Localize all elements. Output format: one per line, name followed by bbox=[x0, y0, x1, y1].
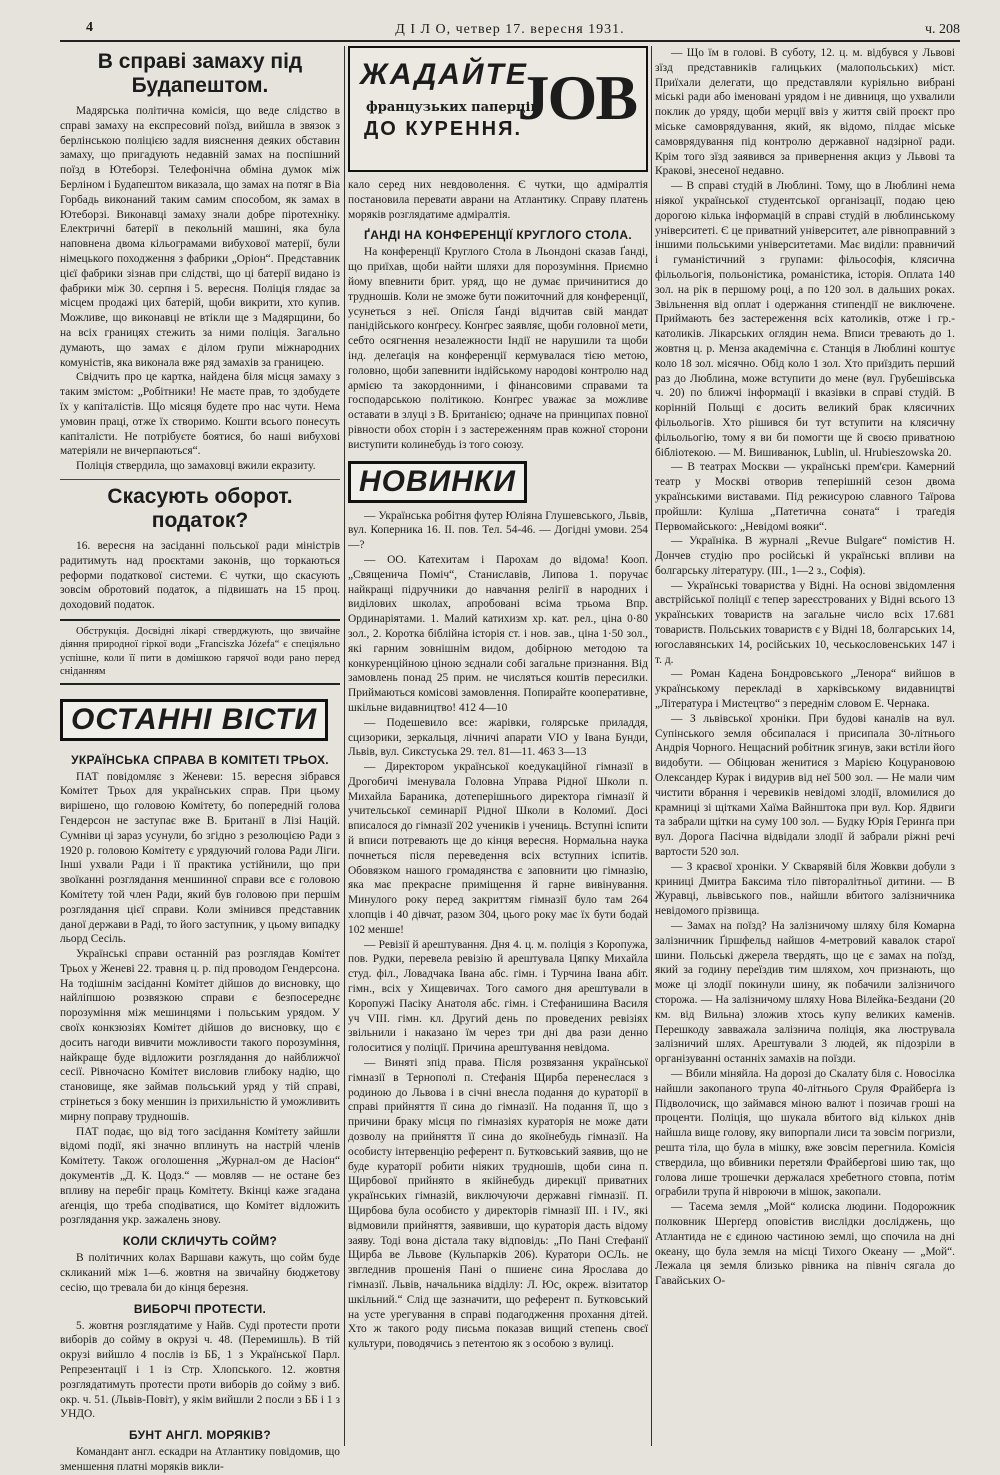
news-item: — Українська робітня футер Юліяна Глушевського, Львів, вул. Коперника 16. II. пов. Тел. 54-46. — Догідні умови. 254—? bbox=[348, 509, 648, 552]
article-text: Поліція ствердила, що замаховці вжили екразиту. bbox=[76, 460, 316, 473]
column-divider bbox=[344, 46, 345, 1446]
news-item: — З львівської хроніки. При будові каналів на вул. Супінського земля обсипалася і присипала 30-літнього Андрія Чорного. Нещасний робітник згинув, заки встіли його видобути. — Обіцюван женитися з Марією Коцурановою Олександер Курак і видурив від неї 500 зол. — Не мали чим чистити вбрання і черевиків невідомі злодії, вломилися до крамниці зі щітками Хаїма Вайнштока при вул. Кор. Ядвиги та забрали щітки на суму 100 зол. — Будку Юрія Геринґа при вул. Дорога Пасічна відвідали злодії й забрали ріжні речі вартости 520 зол. bbox=[655, 712, 955, 859]
news-item: — З краєвої хроніки. У Скварявій біля Жовкви добули з криниці Дмитра Баксима тіло півторалітньої дитини. — В Журавці, львівського пов., найшли вбитого залізничника невідомого прізвища. bbox=[655, 860, 955, 918]
news-item: — Директором української коедукаційної гімназії в Дрогобичі іменувала Головна Управа Рідної Школи п. Михайла Бараника, дотеперішнього директора гімназії й учительської семинарії Рідної Школи в Коломиї. Досі вписалося до гімназії 202 учеників і учениць. Вступні іспити й вписи потревають ще до кінця вересня. Нормальна наука почнеться після переведення всіх вступних іспитів. Обовязком нашого громадянства є заповнити цю гімназію, яка має прекрасне приміщення й гарне вивінування. Минулого року перед закриттям гімназії було там 264 хлопців і 40 дівчат, разом 304, цього року має їх бути бодай 102 менше! bbox=[348, 761, 648, 936]
news-item: — Вбили міняйла. На дорозі до Скалату біля с. Новосілка найшли закопаного трупа 40-літнього Сруля Фрайберґа із Підволочиск, що займався міною валют і позичав гроші на проценти. Поліція, що шукала вбитого від кількох днів найшла вище голову, яку випорпали лиси та зовсім погризли, решта тіла, що була в мішку, вже зовсім перегнила. Комісія ствердила, що вбивники перетяли Фрайберґові шию так, що голова лише трошечки держалася хребетного стовпа, потім ограбили трупа й нівроючи в мішок, закопали. bbox=[655, 1067, 955, 1199]
ad-subline: ДО КУРЕННЯ. bbox=[364, 118, 523, 140]
article-text: Свідчить про це картка, найдена біля місця замаху з таким змістом: „Робітники! Не маєте прав, то здобудете їх у капіталістів. Що місяця будете про нас чути. Нема умовин праці, отже їх створимо. Кошти всього понесуть капіталісти. Не потрібуєте боятися, бо наші вибухові матеріяли не вичерпаються“. bbox=[60, 371, 340, 458]
page-number: 4 bbox=[86, 20, 93, 35]
news-item: — Тасема земля „Мой“ колиска людини. Подорожник полковник Шерґерд оповістив вислідки досліджень, що Атлантида не є єдиною частиною землі, що спочила на дні океану, що була земля на місці Тихого Океану — „Мой“. Лежала ця земля близько рівника на північ сягала до Гавайських О- bbox=[655, 1201, 955, 1288]
article-text: В політичних колах Варшави кажуть, що сойм буде скликаний між 1—6. жовтня на звичайну бюджетову сесію, що тревала би до кінця березня. bbox=[60, 1252, 340, 1294]
ad-headline: ЖАДАЙТЕ bbox=[360, 58, 528, 91]
article-text: кало серед них невдоволення. Є чутки, що адміралтія постановила перевати аврани на Атлантику. Справу платень моряків розглядатиме адміралтія. bbox=[348, 179, 648, 221]
job-advertisement bbox=[348, 46, 648, 172]
advertisement-box bbox=[60, 619, 340, 685]
news-item: — Роман Кадена Бондровського „Ленора“ вийшов в українському перекладі в харківському видавництві „Література і Мистецтво“ з переднім словом Е. Чернака. bbox=[655, 668, 955, 711]
news-item: — Виняті зпід права. Після розвязання української гімназії в Тернополі п. Стефанія Щирба перенеслася з родиною до Львова і в січні внесла подання до кураторії в справі прийняття її сина до гімназії. На подання її, що з причини браку місця по гімназіях кураторія не може дати дозволу на прийняття її сина до якоїнебудь гімназії. На особисту інтервенцію референт п. Бутковський заявив, що не буде кураторії робити ніяких трудношів, щоби сина п. Щирбової прийнято в якійнебудь дирекції приватних українських гімназій, виключуючи державні гімназії. П. Щирбова була особисто у директорів гімназії III. і IV., які відмовили прийняття, заявивши, що кураторія дасть відому заяву. Тоді вона дістала таку відповідь: „По Пані Стефанії Щирба ве Львове (Кульпарків 206). Куратори ОСЛь. не звгледнив прошенія Пані о пшиенє сина Ярослава до гімназії. Львів, начальника відділу: Л. Юс, окреж. візитатор шкільний.“ Слід ще зазначити, що референт п. Бутковський на усте урегування в справі подагодження прохання дітей. Хто ж такого роду письма показав вищий степень своєї культури, поводячись з петентою як з особою з вулиці. bbox=[348, 1057, 648, 1351]
headline: В справі замаху під Будапештом. bbox=[97, 50, 303, 97]
masthead: Д І Л О, четвер 17. вересня 1931. bbox=[395, 22, 625, 37]
job-logo: JOB bbox=[517, 62, 636, 133]
column-divider bbox=[651, 46, 652, 1446]
separator bbox=[60, 479, 340, 480]
subheadline: КОЛИ СКЛИЧУТЬ СОЙМ? bbox=[122, 1234, 278, 1249]
subheadline: ВИБОРЧІ ПРОТЕСТИ. bbox=[133, 1301, 267, 1316]
news-item: — В театрах Москви — українські прем'єри. Камерний театр у Москві отворив теперішній сезон двома українськими виставами. Під режисурою славного Таїрова пройшли: Куліша „Патетична соната“ і траґедія Первомайського: „Невідомі вояки“. bbox=[655, 461, 955, 533]
subheadline: БУНТ АНГЛ. МОРЯКІВ? bbox=[128, 1428, 272, 1443]
subheadline: УКРАЇНСЬКА СПРАВА В КОМІТЕТІ ТРЬОХ. bbox=[71, 752, 329, 767]
headline: Скасують оборот. податок? bbox=[107, 484, 293, 532]
news-item: — Україніка. В журналі „Revue Bulgare“ помістив Н. Дончев студію про російські й українські впливи на болгарську літературу. (III., 1—2 з., Софія). bbox=[655, 535, 955, 577]
article-text: 5. жовтня розглядатиме у Найв. Суді протести проти виборів до сойму в окрузі ч. 48. (Перемишль). В тій окрузі вийшло 4 послів із ББ, 1 з Української Парл. Репрезентації і 1 із Стр. Хлопського. 12. жовтня розглядатимуть протести проти виборів до сойму з виб. окр. ч. 51. (Львів-Повіт), у якім вийшли 2 посли з ББ і 1 з УНДО. bbox=[60, 1319, 340, 1421]
news-item: — Українські товариства у Відні. На основі звідомлення австрійської поліції є тепер зареєстрованих у Відні всього 13 українських товариств на загальне число всіх 17.681 товариств. Польських товариств є у Відні 18, болгарських 14, югославянських 14, російських 10, чеськословенських 147 і т. д. bbox=[655, 579, 955, 666]
advertisement-text: Обструкція. Досвідні лікарі стверджують, що звичайне діяння природної гіркої води „Franciszka Józefa“ є спеціяльно успішне, коли її пити в домішкою гарячої води рано перед сніданням bbox=[60, 625, 340, 678]
news-item: — ОО. Катехитам і Парохам до відома! Кооп. „Священича Поміч“, Станиславів, Липова 1. поручає найкращі підручники до навчання релігії в народних і виділових школах, апробовані всіма трьома Впр. Ординаріятами. 1. Малий катихизм хр. кат. рел., ціна 0·80 зол., 2. Коротка біблійна історія ст. і нов. зав., ціна 1·50 зол., які гарним зовнішнім видом, добірною методою та конкуренційною ціною зєднали собі загальне признання. Від замовлень понад 25 прим. не числяться коштів пересилки. Приймаються комісові замовлення. Попирайте кооперативне, шкільне видавництво! 412 4—10 bbox=[348, 553, 648, 714]
article-text: ПАТ повідомляє з Женеви: 15. вересня зібрався Комітет Трьох для українських справ. При цьому вирішено, що головою Комітету, бо попередній голова Гендерсон не заступає вже В. Британії в Лізі Націй. Сумніви ці зараз усунули, бо згідно з резолюцією Ради з 1920 р. головою Комітету є урядуючий голова Ради Ліги. Інші ухвали Ради і її практика устійнили, що при звоїканні розглядання меншинної справи все є головою Комітету той член Ради, який був головою при першім розглядання цієї справи. Коли змінився представник даної держави в Раді, то його заступник, у цьому випадку льорд Сесіль. bbox=[60, 770, 341, 946]
subheadline: ҐАНДІ НА КОНФЕРЕНЦІЇ КРУГЛОГО СТОЛА. bbox=[364, 228, 632, 243]
article-text: 16. вересня на засіданні польської ради міністрів радитимуть над проєктами законів, що торкаються реформи податкової системи. Є чутки, що скасують зовсім обротовий податок, а підвишать на 15 проц. доходовий податок. bbox=[60, 539, 340, 612]
page-header bbox=[60, 18, 960, 40]
news-item: — Замах на поїзд? На залізничому шляху біля Комарна залізничник Ґіршфельд найшов 4-метровий кавалок старої шини. Польські джерела твердять, що це є замах на поїзд, який за годину переїздив тим шляхом, хоч признають, що може ці злодії покинули шину, як побачили залізничого сторожа. — На залізничому шляху Нова Вілейка-Бездани (20 км. від Вильна) зложив хтось купу великих каменів. Перешкоду завважала залізнича поліція, яка люструвала залізничий шлях. Арештували 3 людей, як підозріли в організуванні останніх замахів на поїзди. bbox=[655, 920, 955, 1066]
issue-number: ч. 208 bbox=[924, 22, 960, 37]
news-item: — Подешевило все: жарівки, голярське приладдя, сцизорики, зеркальця, лічничі апарати VIO у Івана Бунди, Львів, вул. Сикстуська 29. тел. 81—11. 463 3—13 bbox=[348, 716, 648, 759]
article-text: ПАТ подає, що від того засідання Комітету зайшли відомі події, які значно вплинуть на настрій членів Комітету. Також оголошення „Журнал-ом де Насіон“ документів „Д. К. Цодз.“ — мовляв — не остане без впливу на перебіг праць Комітету. Вкінці каже згадана аґенція, що треба сподіватися, що Комітет відложить розглядання укр. зажалень знову. bbox=[60, 1125, 340, 1227]
header-rule bbox=[60, 40, 960, 42]
news-item: — Ревізії й арештування. Дня 4. ц. м. поліція з Коропужа, пов. Рудки, перевела ревізію й арештувала Цяпку Михайла студ. філ., Ловадчака Івана абс. гімн. і Турчина Івана абіт. гімн., всіх у Хищевичах. Того самого дня арештували в Коропужі Пасіку Анатоля абс. гімн. і Стефанишина Василя уч VIII. гімн. кл. Другий день по проведених ревізіях звільнили і наказано їм через три дні два рази денно голоситися у поліції. Причина арештування невідома. bbox=[348, 938, 648, 1055]
article-text: На конференції Круглого Стола в Льондоні сказав Ґанді, що приїхав, щоби найти шляхи для порозуміння. Приємно йому впевнити брит. уряд, що не думає причинитися до трудношів. Коли не зможе бути пожиточний для конференції, усунеться з неї. Опісля Ґанді відчитав свій мандат панідійського конґресу. Конґрес заявляє, щоби головної мети, себто осягнення незалежности Індії не нарушили та щоби інд. делеґація на конференції кермувалася тією метою, головно, щоби запевнити індійському народові контролю над армією та закордонними, і фінансовими справами та господарською політикою. Конґрес уважає за можливе оставати в злуці з В. Британією; одначе на принципах повної рівности обох сторін і з застереженням прав кожної сторони виступити колинебудь із того союзу. bbox=[348, 246, 648, 451]
article-text: Українські справи останній раз розглядав Комітет Трьох у Женеві 22. травня ц. р. під проводом Гендерсона. На тодішнім засіданні Комітет дійшов до висновку, що найліпшою розвязкою справи є безпосереднє порозуміння між мешинцями і польським урядом. У своїх конкзюзіях Комітет дійшов до висновку, що є досить нагоди вивчити можливости такого порозуміння, найкраще буде відложити розглядання до найближчої сесії. Рівночасно Комітет висловив глибоку надію, що становище, яке займав польський уряд у тій справі, стрінеться з боку меншин із прихильністю й уможливить мирну поправу трудношів. bbox=[60, 948, 340, 1123]
news-item: — Що їм в голові. В суботу, 12. ц. м. відбувся у Львові зїзд представників галицьких (малопольських) міст. Приїхали делегати, що представляли куріяльно вибрані міські ради або іменовані урядом і не дивниця, що ухвалили поклик до уряду, щоби мерції ввіз у життя свій проєкт про міське самоврядування, який, як відомо, пілдає міське самоврядування під контролю державної надзірної ради. Крім того зїзд заявився за привернення акциз у Львові та Кракові, знесеної недавно. bbox=[655, 47, 955, 178]
section-title: ОСТАННІ ВІСТИ bbox=[60, 699, 328, 741]
section-title: НОВИНКИ bbox=[348, 461, 527, 503]
article-text: Мадярська політична комісія, що веде слідство в справі замаху на експресовий поїзд, вийшла в звязок з берлінською поліцією задля вияснення деяких обставин замаху, що пригадують недавній замах на поспішний поїзд в Ютеборзі. Телефонічна обміна думок між Берліном і Будапештом виказала, що замах на потяг в Віа Горбадь виконаний таким самим способом, як замах в Ютеборзі. Виконавці замаху знали добре піротехніку. Електричні батерії в пекольній машині, яка була наповнена двома кільограмами вибухової матерії, були німецького походження з фабрики „Оріон“. Представник цієї фабрики зізнав при слідстві, що ці батерії видано із фабрики між 30. серпня і 5. вересня. Поліція глядає за місцем продажі цих батерій, щоби викрити, хто купив. Можливе, що виконавці не втікли ще з Мадярщини, бо на всіх границях стежить за ними поліція. Загально думають, що замах є ділом ґрупи міжнародних комуністів, яка виконала вже ряд замахів за границею. bbox=[60, 105, 340, 369]
column-3 bbox=[655, 46, 955, 1446]
article-text: Командант англ. ескадри на Атлантику повідомив, що зменшення платні моряків викли- bbox=[60, 1446, 340, 1473]
column-1 bbox=[60, 46, 341, 1473]
column-2 bbox=[348, 46, 648, 1446]
ad-subline: французьких паперців bbox=[366, 100, 540, 115]
news-item: — В справі студій в Люблині. Тому, що в Люблині нема ніякої української студентської організації, подаю цею дорогою кілька інформацій в справі студій в люблинському університеті. Є це приватний університет, але рівноправний з іншими польськими університетами. Має виділи: правничий і гуманістичний з групами: фільософія, клясична фільольогія, польоністика, романістика, історія. Оплата 140 зол. на рік в першому році, а по 120 зол. в дальших роках. Звільнення від оплат і одержання стипендії не виключене. Приймають без застереження всіх католиків, отже і гр.-католиків. Лікарських оглядин нема. Вписи тревають до 1. жовтня ц. р. Менза академічна є. Станція в Люблині коштує коло 18 зол. місячно. Обід коло 1 зол. Хто приїздить перший раз до Люблина, може вступити до мене (вул. Грубешівська ч. 20) по ближчі інформації і вказівки в справі студій. В корінній Польщі є досить великий брак клясичних фільольогів. Хто рішився би тут вступити на клясичну фільольогію, тому я ви би помогти ще й своєю приватною бібліотекою. — М. Вишиванюк, Lublin, ul. Hrubieszowska 20. bbox=[655, 180, 955, 459]
